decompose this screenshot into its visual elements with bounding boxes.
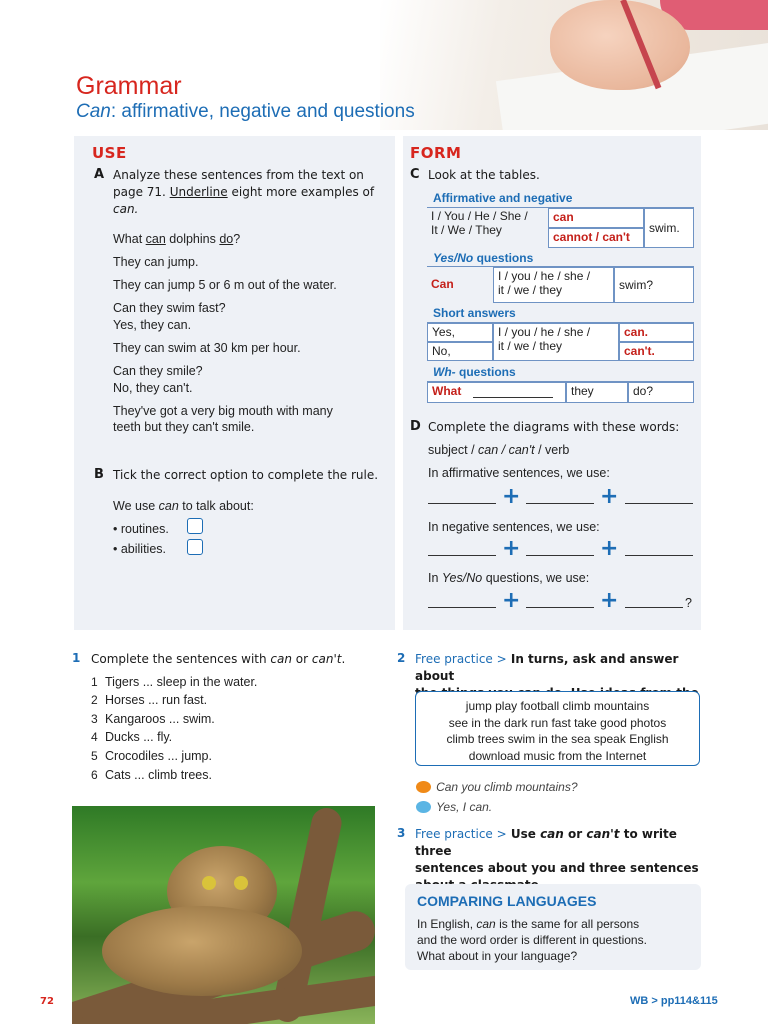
- diagram-blank[interactable]: [428, 594, 496, 608]
- diagram-blank[interactable]: [526, 490, 594, 504]
- diagram-blank[interactable]: [428, 542, 496, 556]
- routines-checkbox[interactable]: [187, 518, 203, 534]
- panel-divider: [395, 136, 403, 630]
- workbook-reference: WB > pp114&115: [630, 995, 718, 1007]
- d-word-list: subject / can / can't / verb: [428, 443, 570, 457]
- hand: [550, 0, 690, 90]
- step-a-instructions: Analyze these sentences from the text on page 71. Underline eight more examples of can.: [113, 168, 375, 216]
- sentence: They've got a very big mouth with many: [113, 404, 333, 418]
- d-affirmative-label: In affirmative sentences, we use:: [428, 466, 610, 480]
- exercise-1-number: 1: [72, 651, 81, 665]
- step-b-letter: B: [94, 467, 104, 482]
- plus-icon: +: [600, 588, 619, 613]
- diagram-negative: [428, 536, 694, 561]
- yn-can-cell: Can: [431, 277, 454, 291]
- sentence: Can they swim fast?: [113, 301, 226, 315]
- wh-do-cell: do?: [628, 382, 694, 403]
- wh-what-cell: What: [427, 382, 566, 403]
- short-yes-cell: Yes,: [427, 323, 493, 342]
- sentence: They can jump.: [113, 255, 199, 269]
- sentence: Can they smile?: [113, 364, 203, 378]
- step-a-letter: A: [94, 167, 105, 182]
- page-number: 72: [40, 996, 54, 1007]
- page-title: Grammar: [76, 72, 182, 100]
- example-sentence: What can dolphins do?: [113, 232, 241, 246]
- diagram-blank[interactable]: [428, 490, 496, 504]
- speech-bubble-icon: [416, 801, 431, 813]
- option-abilities: [113, 541, 166, 557]
- step-d-letter: D: [410, 419, 421, 434]
- plus-icon: +: [502, 588, 521, 613]
- aff-subject-cell: I / You / He / She / It / We / They: [431, 209, 528, 237]
- short-no-cell: No,: [427, 342, 493, 361]
- yn-verb-cell: swim?: [614, 267, 694, 303]
- option-routines: [113, 521, 169, 537]
- page-subtitle: Can: affirmative, negative and questions: [76, 101, 415, 122]
- yn-subject-cell: I / you / he / she / it / we / they: [493, 267, 614, 303]
- sentence: teeth but they can't smile.: [113, 420, 255, 434]
- speech-bubble-icon: [416, 781, 431, 793]
- ideas-box: jump play football climb mountains see in the dark run fast take good photos climb trees swim in the sea speak English download music from the Internet: [415, 691, 700, 766]
- short-cant-cell: can't.: [619, 342, 694, 361]
- table-head-affirmative: Affirmative and negative: [433, 191, 573, 205]
- diagram-question: [428, 588, 694, 613]
- plus-icon: +: [502, 536, 521, 561]
- table-head-wh: Wh- questions: [433, 365, 516, 379]
- diagram-blank[interactable]: [625, 542, 693, 556]
- header-photo-hand-writing: [380, 0, 768, 130]
- use-heading: USE: [92, 144, 127, 162]
- table-head-yesno: Yes/No questions: [433, 251, 534, 265]
- plus-icon: +: [600, 484, 619, 509]
- exercise-1-item: 2 Horses ... run fast.: [91, 693, 208, 707]
- aff-can-cell: can: [548, 208, 644, 228]
- exercise-1-item: 5 Crocodiles ... jump.: [91, 749, 212, 763]
- sentence: They can swim at 30 km per hour.: [113, 341, 301, 355]
- step-c-letter: C: [410, 167, 420, 182]
- comparing-languages-text: In English, can is the same for all persons and the word order is different in questions. What about in your language?: [417, 917, 647, 963]
- example-answer: Yes, I can.: [416, 796, 492, 815]
- aff-cannot-cell: cannot / can't: [548, 228, 644, 248]
- comparing-languages-heading: COMPARING LANGUAGES: [417, 893, 597, 909]
- exercise-1-item: 1 Tigers ... sleep in the water.: [91, 675, 258, 689]
- option-routines-label: • routines.: [113, 522, 169, 536]
- diagram-affirmative: [428, 484, 694, 509]
- option-abilities-label: • abilities.: [113, 542, 167, 556]
- sentence: No, they can't.: [113, 381, 193, 395]
- plus-icon: +: [502, 484, 521, 509]
- form-heading: FORM: [410, 144, 462, 162]
- d-negative-label: In negative sentences, we use:: [428, 520, 600, 534]
- abilities-checkbox[interactable]: [187, 539, 203, 555]
- exercise-3-instructions: Free practice > Use can or can't to write three sentences about you and three sentences: [415, 827, 699, 875]
- diagram-blank[interactable]: [526, 542, 594, 556]
- aff-verb-cell: swim.: [644, 208, 694, 248]
- sentence: Yes, they can.: [113, 318, 192, 332]
- exercise-1-item: 3 Kangaroos ... swim.: [91, 712, 215, 726]
- exercise-2-instructions: Free practice > In turns, ask and answer about: [415, 652, 679, 683]
- sentence: They can jump 5 or 6 m out of the water.: [113, 278, 337, 292]
- question-mark: ?: [685, 596, 692, 610]
- short-can-cell: can.: [619, 323, 694, 342]
- table-head-short: Short answers: [433, 306, 516, 320]
- plus-icon: +: [600, 536, 619, 561]
- exercise-2-number: 2: [397, 651, 406, 665]
- wh-they-cell: they: [566, 382, 628, 403]
- exercise-3-number: 3: [397, 826, 406, 840]
- exercise-1-item: 4 Ducks ... fly.: [91, 730, 173, 744]
- diagram-blank[interactable]: [526, 594, 594, 608]
- step-c-instructions: Look at the tables.: [428, 168, 540, 182]
- step-b-instructions: Tick the correct option to complete the rule.: [113, 468, 379, 482]
- diagram-blank[interactable]: [625, 490, 693, 504]
- example-question: Can you climb mountains?: [416, 776, 578, 795]
- d-question-label: In Yes/No questions, we use:: [428, 571, 590, 585]
- step-d-instructions: Complete the diagrams with these words:: [428, 420, 680, 434]
- exercise-1-instructions: Complete the sentences with can or can't.: [91, 652, 346, 666]
- rule-text: We use can to talk about:: [113, 499, 254, 513]
- diagram-blank[interactable]: [625, 594, 683, 608]
- short-subject-cell: I / you / he / she / it / we / they: [493, 323, 619, 361]
- cat-in-tree-photo: [72, 806, 375, 1024]
- exercise-1-item: 6 Cats ... climb trees.: [91, 768, 212, 782]
